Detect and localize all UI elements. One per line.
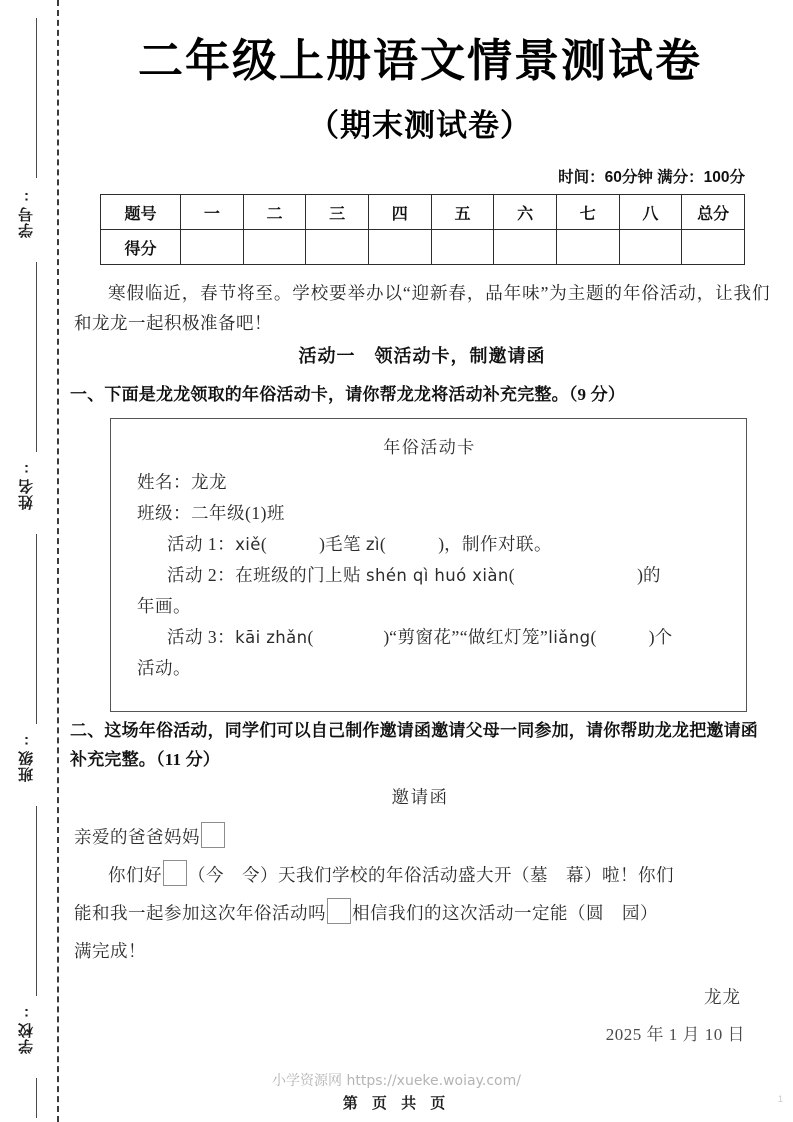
page-number-footer: 第 页 共 页 [342,1095,451,1112]
card-activity-3-cont: 活动。 [137,658,191,678]
page-title: 二年级上册语文情景测试卷 [137,35,702,86]
table-col-8: 八 [619,195,682,230]
card-activity-1 [137,529,727,560]
activity-1-pinyin-2: zì [365,535,380,554]
activity-3-pinyin-2: liǎng [548,628,591,647]
punctuation-box-3[interactable] [327,898,351,924]
activity-2-prefix: 活动 2：在班级的门上贴 [167,565,366,585]
card-field-name: 姓名：龙龙 [137,472,227,492]
seal-dashed-line [57,0,59,1122]
question-2-text: 二、这场年俗活动，同学们可以自己制作邀请函邀请父母一同参加，请你帮助龙龙把邀请函补充完整。 [70,721,758,769]
score-cell-1[interactable] [181,230,244,265]
table-col-7: 七 [556,195,619,230]
activity-1-pinyin-1: xiě [235,535,261,554]
table-col-2: 二 [243,195,306,230]
score-table [100,194,745,265]
invitation-letter-title: 邀请函 [391,787,449,807]
table-col-total: 总分 [682,195,745,230]
page-subtitle: （期末测试卷） [308,108,532,143]
table-row-scores [101,230,745,265]
activity-2-blank[interactable]: ( ) [508,565,643,585]
activity-2-pinyin: shén qì huó xiàn [366,566,509,585]
question-1-points: （9 分） [568,385,626,404]
card-activity-3 [137,622,727,653]
card-title: 年俗活动卡 [383,438,476,457]
table-col-5: 五 [431,195,494,230]
activity-2-suffix: 的 [642,565,661,585]
letter-salutation-line [74,818,774,856]
letter-salutation: 亲爱的爸爸妈妈 [74,827,200,847]
activity-3-prefix: 活动 3： [167,627,236,647]
activity-1-suffix: ，制作对联。 [444,534,553,554]
activity-1-prefix: 活动 1： [167,534,236,554]
activity-one-heading: 活动一 领活动卡，制邀请函 [298,346,546,366]
row-label-question-number: 题号 [101,195,181,230]
table-row-question-numbers [101,195,745,230]
activity-3-blank-2[interactable]: ( ) [590,627,655,647]
seal-solid-segment-1 [36,18,37,178]
score-cell-7[interactable] [556,230,619,265]
seal-solid-segment-2 [36,262,37,452]
letter-line-4: 满完成！ [74,941,146,961]
invitation-letter-body [74,818,774,970]
letter-signature: 龙龙 [704,987,741,1007]
year-custom-activity-card [110,418,747,712]
margin-label-name: 姓名: [18,460,35,510]
activity-3-suffix: 个 [654,627,673,647]
score-cell-4[interactable] [368,230,431,265]
activity-3-blank-1[interactable]: ( ) [307,627,390,647]
card-field-class: 班级：二年级(1)班 [137,503,285,523]
intro-paragraph: 寒假临近，春节将至。学校要举办以“迎新春，品年味”为主题的年俗活动，让我们和龙龙一起积极准备吧！ [74,283,770,333]
seal-solid-segment-4 [36,806,37,996]
activity-1-blank-1[interactable]: ( ) [260,534,325,554]
letter-line-2 [74,856,774,894]
punctuation-box-2[interactable] [163,860,187,886]
score-cell-5[interactable] [431,230,494,265]
activity-1-middle: 毛笔 [324,534,366,554]
letter-line-3-rest: 相信我们的这次活动一定能（圆 园） [352,903,658,923]
margin-label-school: 学校: [18,1004,35,1054]
letter-line-3-start: 能和我一起参加这次年俗活动吗 [74,903,326,923]
activity-3-pinyin-1: kāi zhǎn [235,628,308,647]
question-2-prompt [70,716,770,774]
question-1-text: 一、下面是龙龙领取的年俗活动卡，请你帮龙龙将活动补充完整。 [70,385,569,404]
punctuation-box-1[interactable] [201,822,225,848]
activity-3-middle: “剪窗花”“做红灯笼” [389,627,549,647]
score-cell-6[interactable] [494,230,557,265]
letter-date: 2025 年 1 月 10 日 [605,1025,745,1044]
margin-label-student-id: 学号: [18,188,35,238]
activity-1-blank-2[interactable]: ( ) [379,534,445,554]
table-col-1: 一 [181,195,244,230]
question-2-points: （11 分） [156,750,221,769]
table-col-4: 四 [368,195,431,230]
score-cell-8[interactable] [619,230,682,265]
site-watermark: 小学资源网 https://xueke.woiay.com/ [272,1073,521,1089]
seal-solid-segment-3 [36,534,37,724]
question-1-prompt [70,380,770,409]
table-col-3: 三 [306,195,369,230]
table-col-6: 六 [494,195,557,230]
score-cell-total[interactable] [682,230,745,265]
card-activity-2 [137,560,727,591]
score-cell-2[interactable] [243,230,306,265]
letter-greeting: 你们好 [108,865,162,885]
letter-line-3 [74,894,774,932]
exam-meta-info: 时间：60分钟 满分：100分 [558,169,745,186]
corner-scan-mark: 1 [777,1094,783,1104]
card-activity-2-cont: 年画。 [137,596,191,616]
row-label-score: 得分 [101,230,181,265]
letter-line-2-rest: （今 令）天我们学校的年俗活动盛大开（墓 幕）啦！你们 [188,865,674,885]
margin-label-class: 班级: [18,732,35,782]
score-cell-3[interactable] [306,230,369,265]
